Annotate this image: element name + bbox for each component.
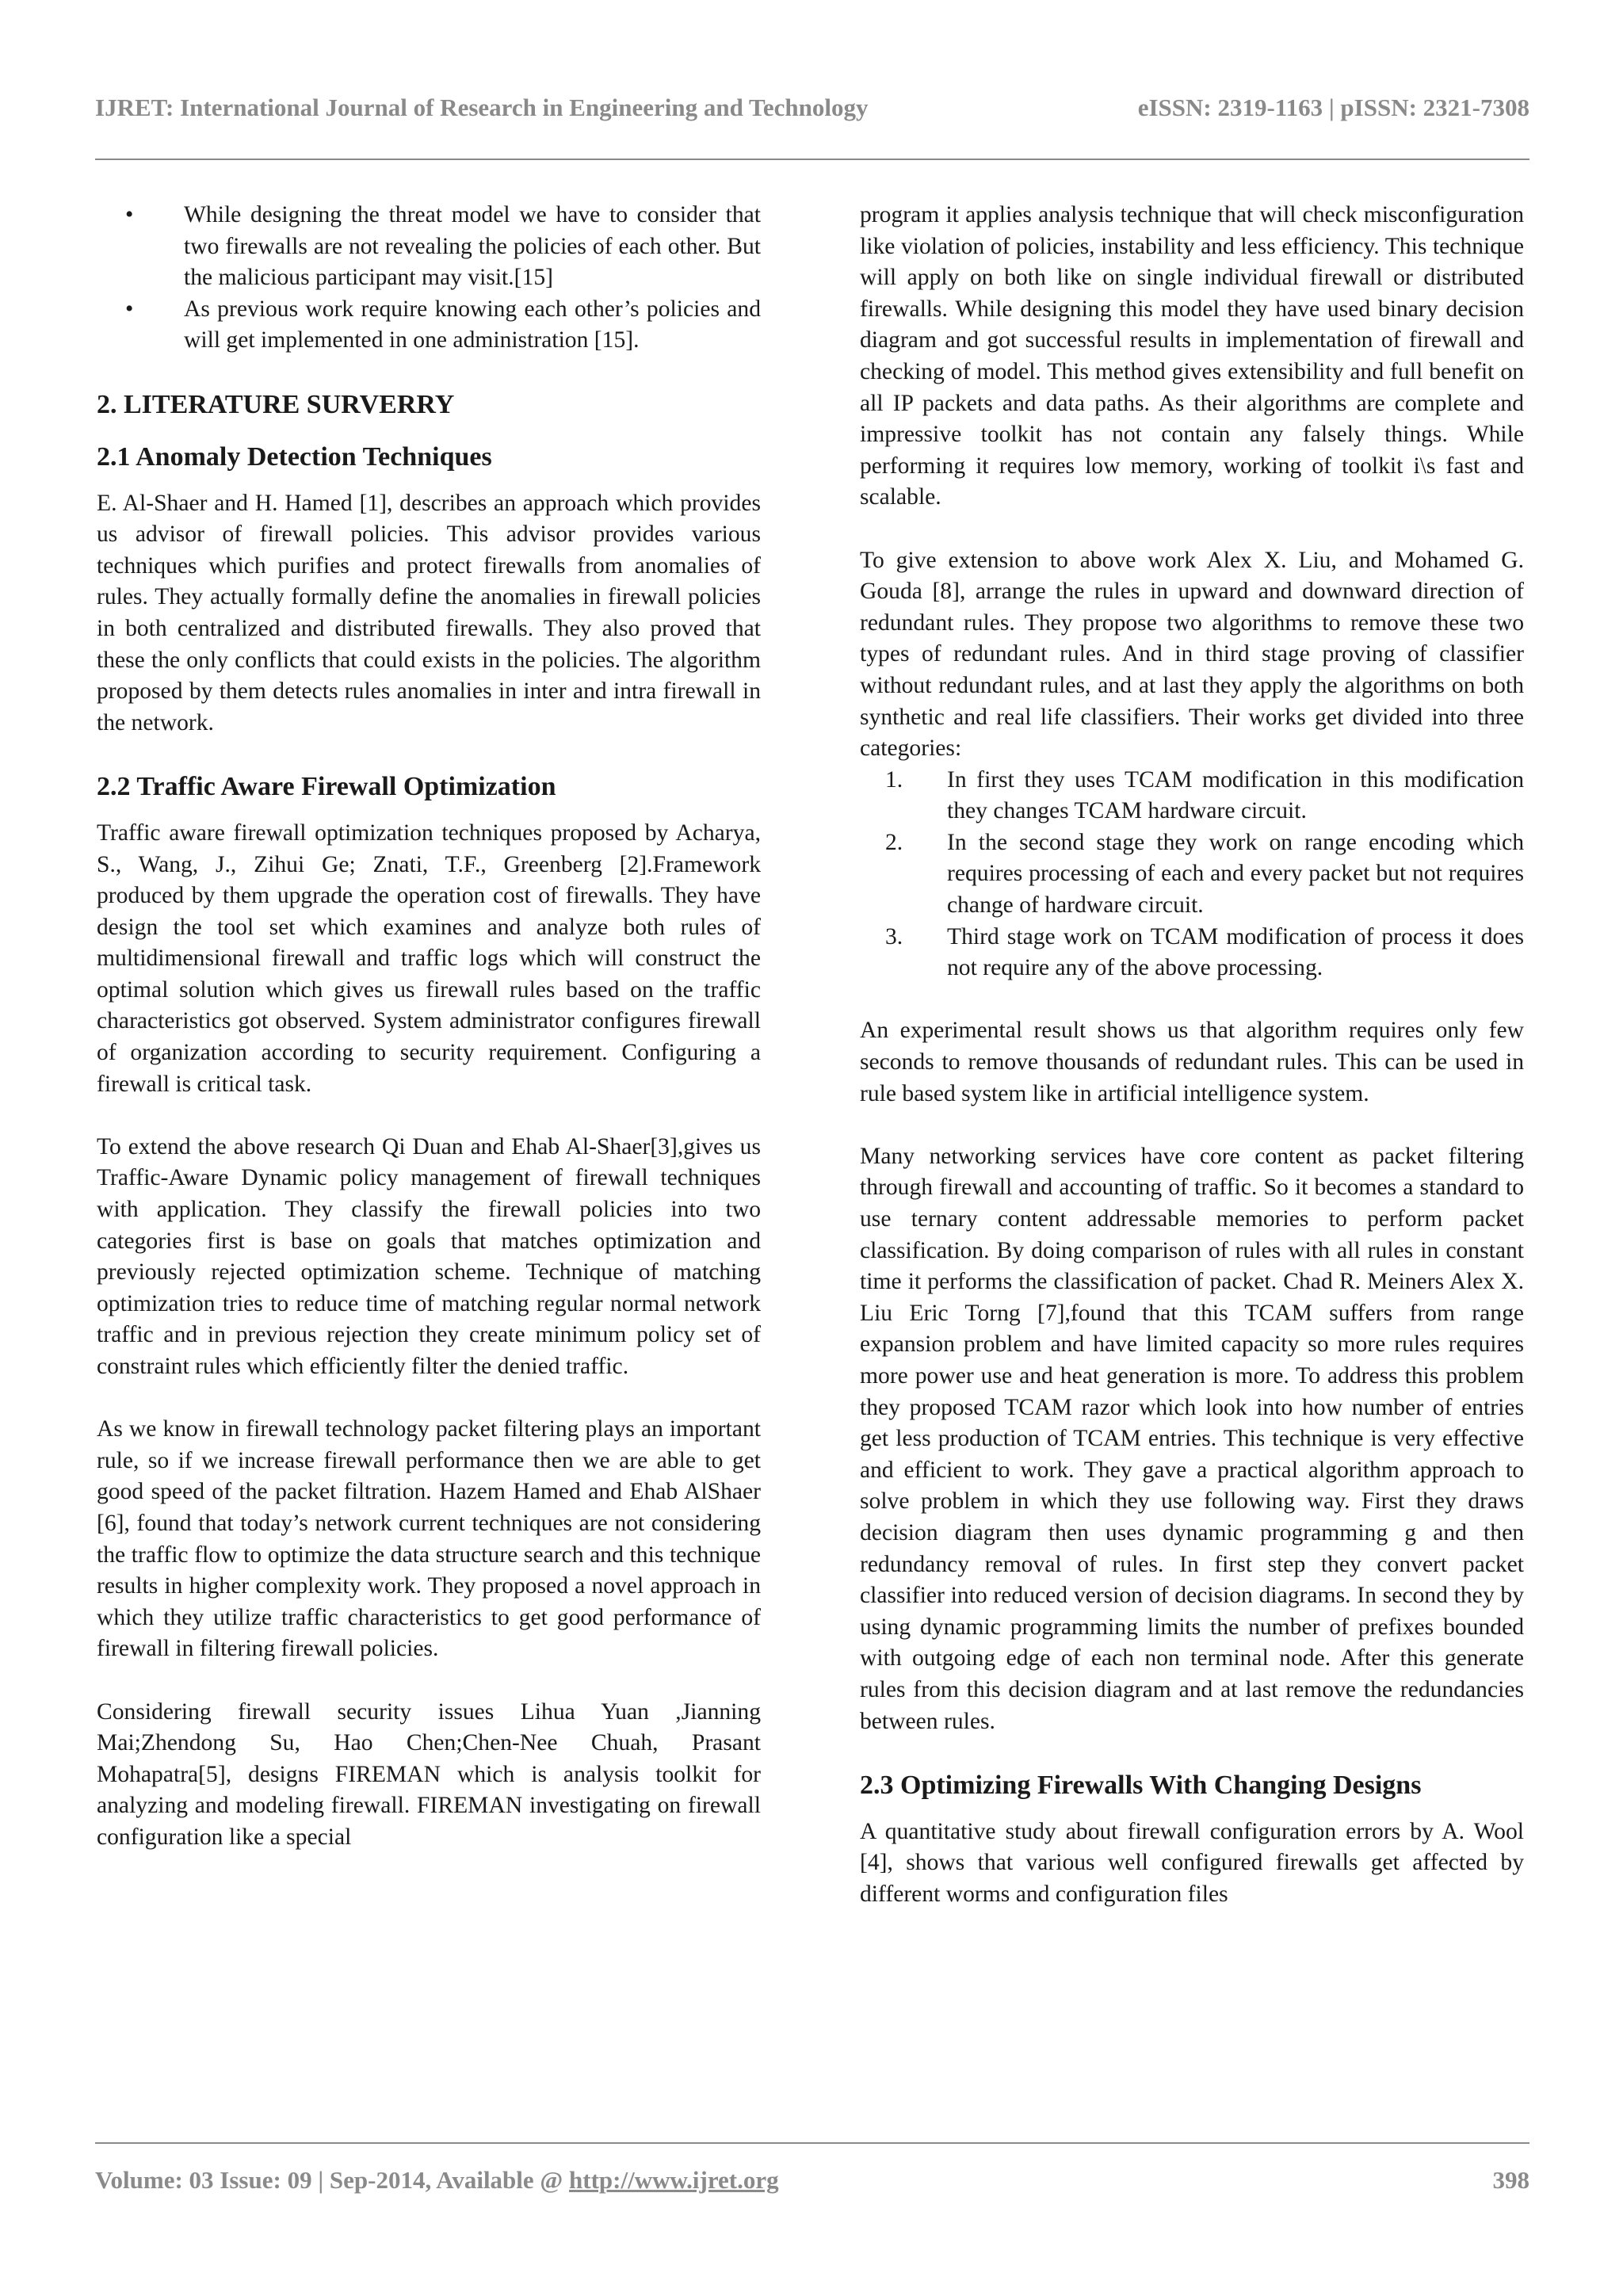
right-column xyxy=(860,200,1524,1910)
volume-text: Volume: 03 Issue: 09 | Sep-2014, Available @ xyxy=(95,2166,570,2194)
list-text: In first they uses TCAM modification in this modification they changes TCAM hardware circuit. xyxy=(947,766,1524,824)
list-item xyxy=(860,765,1524,827)
subsection-title-optimizing: 2.3 Optimizing Firewalls With Changing Designs xyxy=(860,1770,1422,1800)
footer-divider xyxy=(95,2142,1529,2144)
header-divider xyxy=(95,159,1529,160)
section-title: 2. LITERATURE SURVERRY xyxy=(97,389,455,419)
subsection-title-traffic: 2.2 Traffic Aware Firewall Optimization xyxy=(97,771,556,801)
paragraph: Many networking services have core content as packet filtering through firewall and accounting of traffic. So it becomes a standard to use ternary content addressable memories to perform packet classification. By doing comparison of rules with all rules in constant time it performs the classification of packet. Chad R. Meiners Alex X. Liu Eric Torng [7],found that this TCAM suffers from range expansion problem and have limited capacity so more rules requires more power use and heat generation is more. To address this problem they proposed TCAM razor which look into how number of entries get less production of TCAM entries. This technique is very effective and efficient to work. They gave a practical algorithm approach to solve problem in which they use following way. First they draws decision diagram then uses dynamic programming g and then redundancy removal of rules. In first step they convert packet classifier into reduced version of decision diagrams. In second they by using dynamic programming limits the number of prefixes bounded with outgoing edge of each non terminal node. After this generate rules from this decision diagram and at last remove the redundancies between rules. xyxy=(860,1143,1524,1734)
issn-info: eISSN: 2319-1163 | pISSN: 2321-7308 xyxy=(1137,94,1529,121)
subsection-title-anomaly: 2.1 Anomaly Detection Techniques xyxy=(97,441,492,472)
volume-info xyxy=(95,2166,779,2195)
journal-title: IJRET: International Journal of Research in Engineering and Technology xyxy=(95,94,869,121)
paragraph: To extend the above research Qi Duan and Ehab Al-Shaer[3],gives us Traffic-Aware Dynamic policy management of firewall techniques with application. They classify the firewall policies into two categories first is base on goals that matches optimization and previously rejected optimization scheme. Technique of matching optimization tries to reduce time of matching regular normal network traffic and in previous rejection they create minimum policy set of constraint rules which efficiently filter the denied traffic. xyxy=(97,1133,761,1379)
paragraph: A quantitative study about firewall configuration errors by A. Wool [4], shows that various well configured firewalls get affected by different worms and configuration files xyxy=(860,1818,1524,1907)
paragraph: An experimental result shows us that algorithm requires only few seconds to remove thousands of redundant rules. This can be used in rule based system like in artificial intelligence system. xyxy=(860,1018,1524,1106)
bullet-icon: • xyxy=(125,296,134,322)
list-number: 1. xyxy=(885,766,903,793)
paragraph: Traffic aware firewall optimization techniques proposed by Acharya, S., Wang, J., Zihui Ge; Znati, T.F., Greenberg [2].Framework produced by them upgrade the operation cost of firewalls. They have design the tool set which examines and analyze both rules of multidimensional firewall and traffic logs which will construct the optimal solution which gives us firewall rules based on the traffic characteristics got observed. System administrator configures firewall of organization according to security requirement. Configuring a firewall is critical task. xyxy=(97,819,761,1097)
page-footer xyxy=(95,2166,1529,2206)
paragraph: To give extension to above work Alex X. Liu, and Mohamed G. Gouda [8], arrange the rules in upward and downward direction of redundant rules. They propose two algorithms to remove these two types of redundant rules. And in third stage proving of classifier without redundant rules, and at last they apply the algorithms on both synthetic and real life classifiers. Their works get divided into three categories: xyxy=(860,547,1524,762)
list-text: Third stage work on TCAM modification of process it does not require any of the above processing. xyxy=(947,923,1524,981)
paragraph: Considering firewall security issues Lihua Yuan ,Jianning Mai;Zhendong Su, Hao Chen;Chen-Nee Chuah, Prasant Mohapatra[5], designs FIREMAN which is analysis toolkit for analyzing and modeling firewall. FIREMAN investigating on firewall configuration like a special xyxy=(97,1698,761,1850)
list-item xyxy=(97,200,761,294)
list-item xyxy=(860,827,1524,922)
paragraph: program it applies analysis technique that will check misconfiguration like violation of policies, instability and less efficiency. This technique will apply on both like on single individual firewall or distributed firewalls. While designing this model they have used binary decision diagram and got successful results in implementation of firewall and checking of model. This method gives extensibility and full benefit on all IP packets and data paths. As their algorithms are complete and impressive toolkit has not contain any falsely things. While performing it requires low memory, working of toolkit i\s fast and scalable. xyxy=(860,202,1524,510)
page-header xyxy=(95,94,1529,141)
left-column xyxy=(97,200,761,1854)
bullet-text: As previous work require knowing each other’s policies and will get implemented in one administration [15]. xyxy=(184,296,761,353)
journal-url-link[interactable]: http://www.ijret.org xyxy=(569,2166,779,2194)
paragraph: As we know in firewall technology packet filtering plays an important rule, so if we increase firewall performance then we are able to get good speed of the packet filtration. Hazem Hamed and Ehab AlShaer [6], found that today’s network current techniques are not considering the traffic flow to optimize the data structure search and this technique results in higher complexity work. They proposed a novel approach in which they utilize traffic characteristics to get good performance of firewall in filtering firewall policies. xyxy=(97,1416,761,1662)
list-number: 2. xyxy=(885,829,903,855)
list-item xyxy=(860,922,1524,984)
list-text: In the second stage they work on range encoding which requires processing of each and every packet but not requires change of hardware circuit. xyxy=(947,829,1524,919)
bullet-icon: • xyxy=(125,202,134,227)
list-number: 3. xyxy=(885,923,903,949)
bullet-list xyxy=(97,200,761,357)
bullet-text: While designing the threat model we have to consider that two firewalls are not revealing the policies of each other. But the malicious participant may visit.[15] xyxy=(184,202,761,291)
list-item xyxy=(97,294,761,357)
numbered-list xyxy=(860,765,1524,984)
paragraph: E. Al-Shaer and H. Hamed [1], describes an approach which provides us advisor of firewall policies. This advisor provides various techniques which purifies and protect firewalls from anomalies of rules. They actually formally define the anomalies in firewall policies in both centralized and distributed firewalls. They also proved that these the only conflicts that could exists in the policies. The algorithm proposed by them detects rules anomalies in inter and intra firewall in the network. xyxy=(97,490,761,735)
page-number: 398 xyxy=(1492,2166,1529,2194)
